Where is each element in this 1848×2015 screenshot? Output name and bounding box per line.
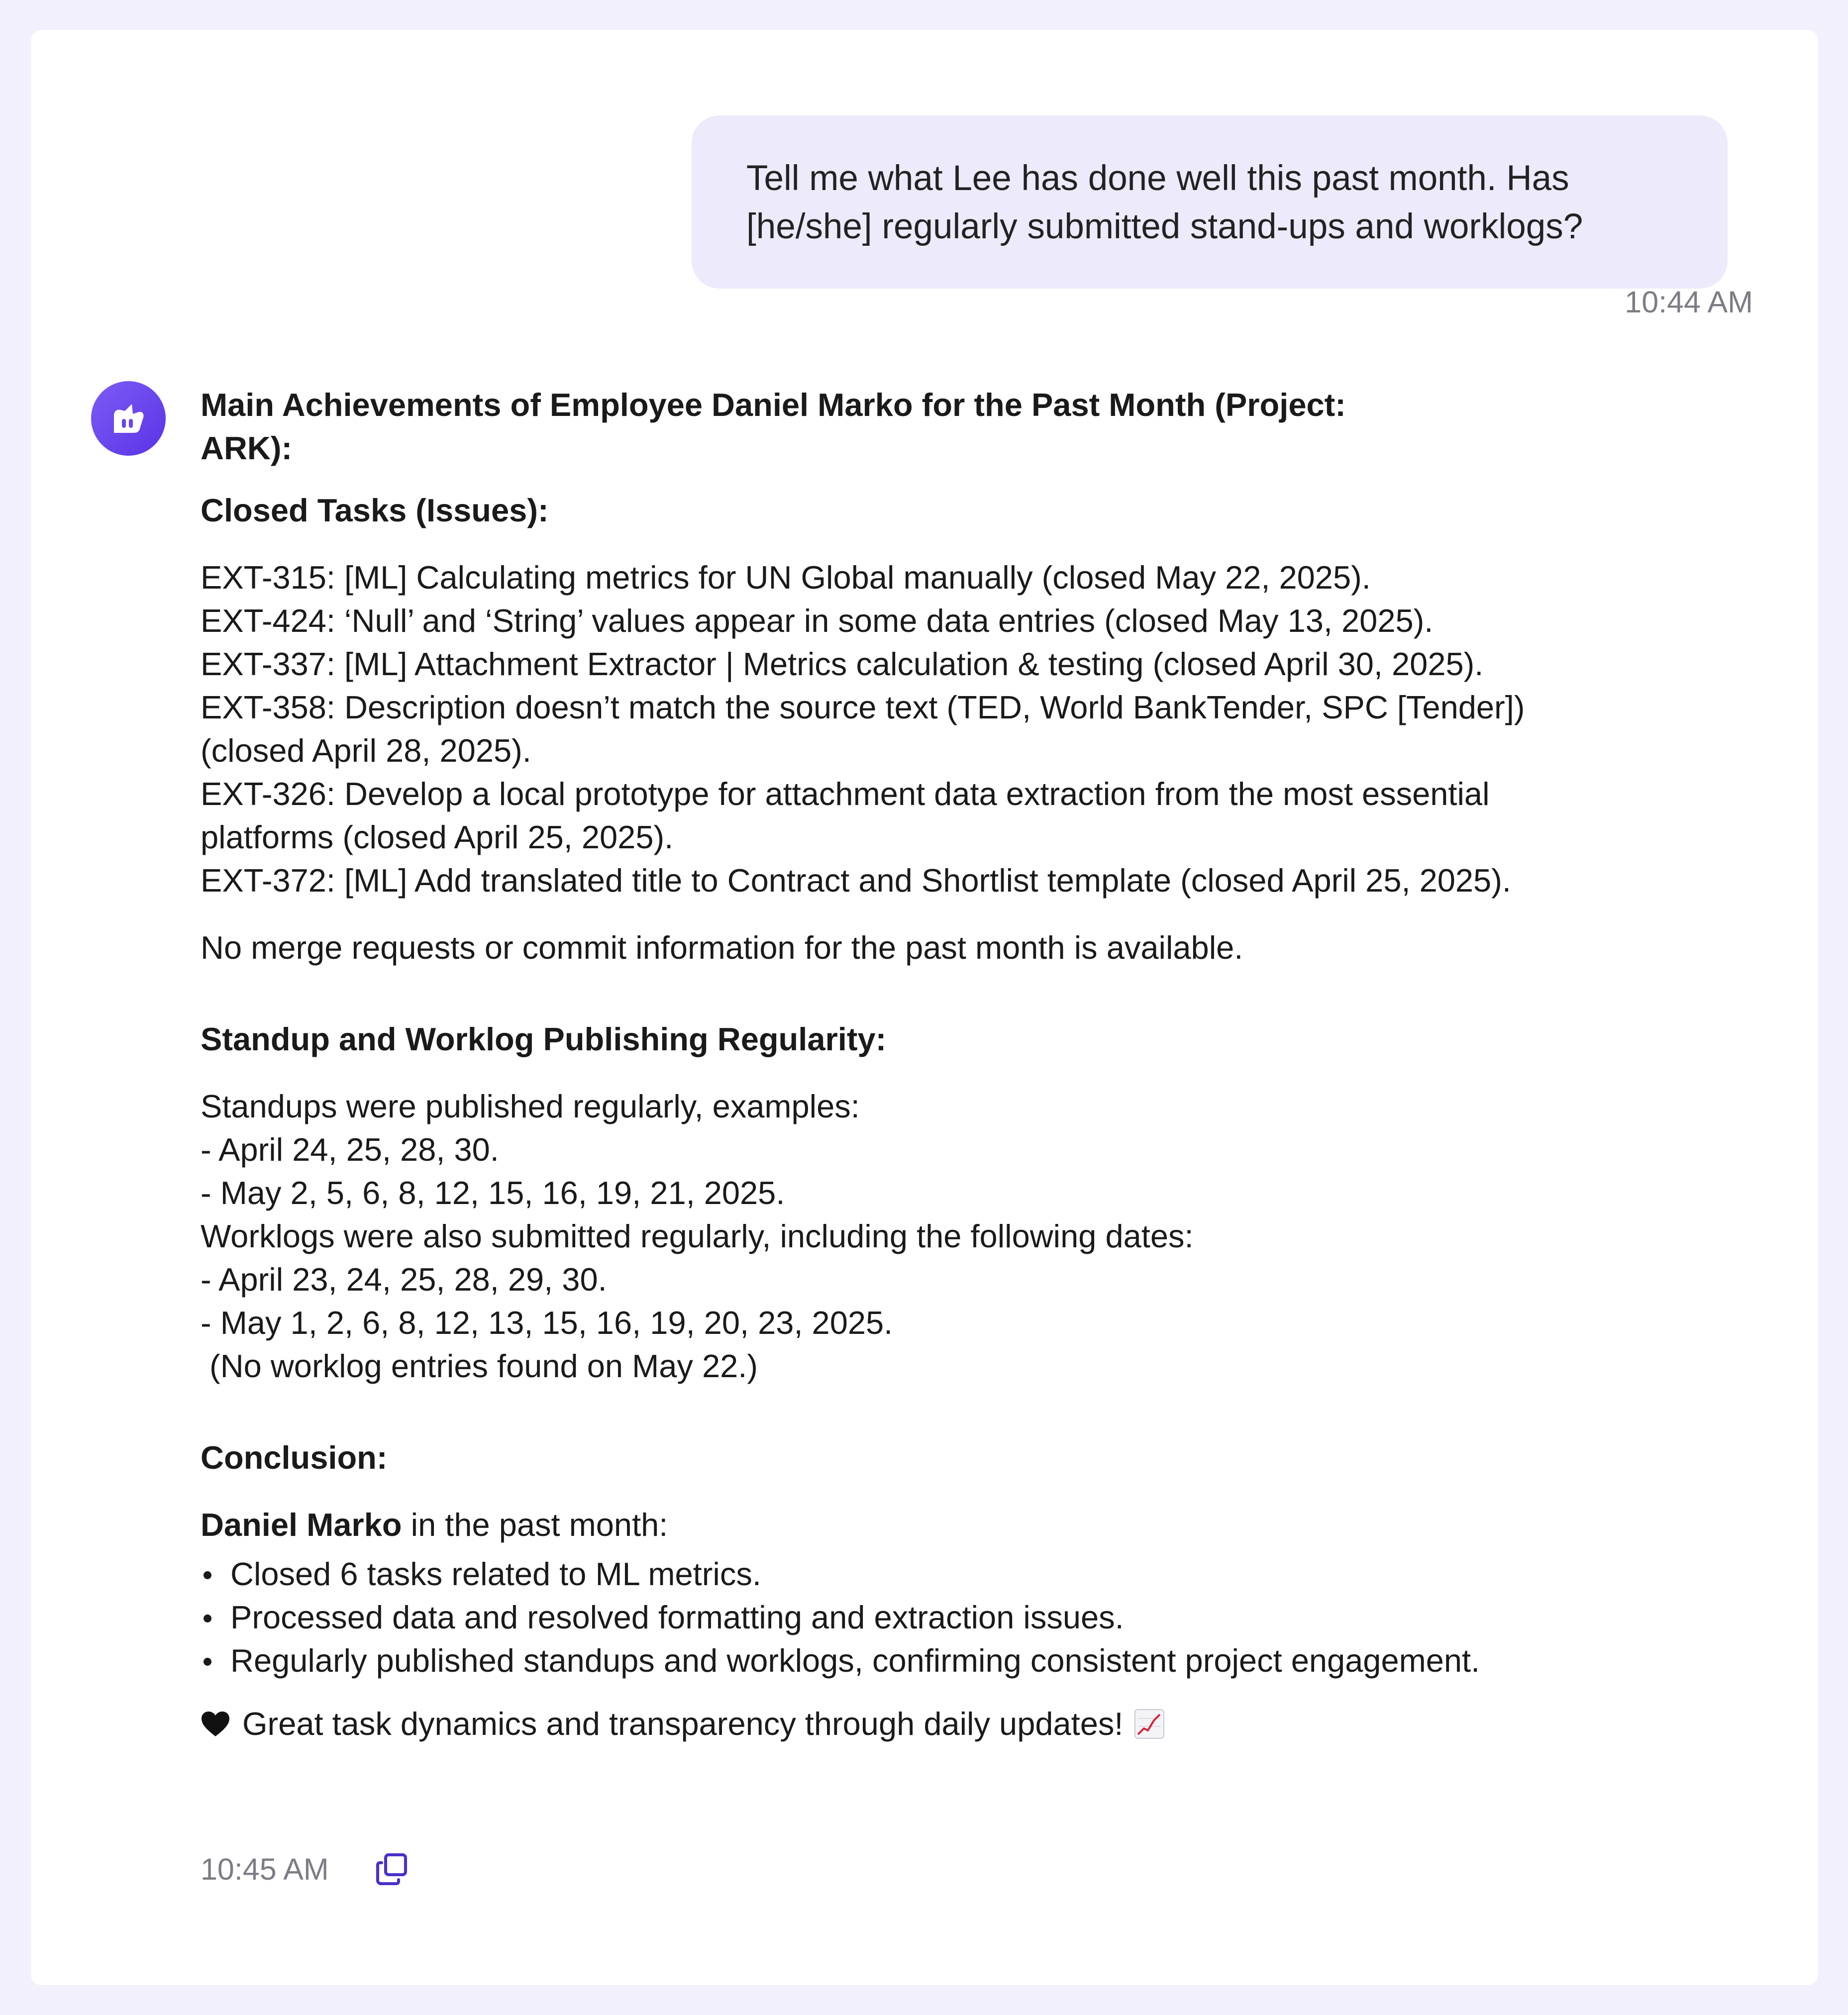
task-line: EXT-337: [ML] Attachment Extractor | Metrics calculation & testing (closed April 30, 2025). [201,646,1484,682]
closed-tasks-list [201,556,1718,902]
regularity-line: Worklogs were also submitted regularly, including the following dates: [201,1218,1194,1254]
chart-increasing-icon [1134,1709,1165,1739]
assistant-title-line: Main Achievements of Employee Daniel Marko for the Past Month (Project: [201,387,1346,423]
closed-tasks-heading: Closed Tasks (Issues): [201,492,549,528]
assistant-message-footer [201,1852,410,1887]
copy-button[interactable] [375,1852,410,1887]
regularity-list [201,1085,1718,1388]
regularity-line: - May 1, 2, 6, 8, 12, 13, 15, 16, 19, 20, 23, 2025. [201,1305,893,1341]
user-message-line: [he/she] regularly submitted stand-ups and worklogs? [746,207,1583,246]
assistant-title-line: ARK): [201,430,293,466]
task-line: (closed April 28, 2025). [201,732,531,769]
task-line: EXT-424: ‘Null’ and ‘String’ values appear in some data entries (closed May 13, 2025). [201,603,1434,639]
task-line: EXT-358: Description doesn’t match the source text (TED, World BankTender, SPC [Tender]) [201,689,1525,725]
conclusion-intro-rest: in the past month: [402,1507,668,1543]
regularity-line: - April 23, 24, 25, 28, 29, 30. [201,1261,607,1298]
task-line: platforms (closed April 25, 2025). [201,819,674,855]
final-remark [201,1702,1718,1745]
assistant-title [201,383,1415,470]
copy-icon [376,1853,409,1886]
regularity-line: Standups were published regularly, examples: [201,1088,860,1124]
regularity-line: (No worklog entries found on May 22.) [201,1348,758,1384]
assistant-avatar [91,381,166,456]
user-message-timestamp: 10:44 AM [1625,285,1753,319]
user-message-line: Tell me what Lee has done well this past month. Has [746,159,1569,198]
list-item: Regularly published standups and worklogs, confirming consistent project engagement. [201,1639,1718,1682]
employee-name: Daniel Marko [201,1507,402,1543]
conclusion-heading: Conclusion: [201,1439,388,1476]
heart-icon [201,1711,230,1737]
conclusion-intro [201,1503,1718,1546]
conclusion-bullets [201,1552,1718,1682]
assistant-logo-icon [110,401,147,436]
task-line: EXT-326: Develop a local prototype for attachment data extraction from the most essential [201,776,1490,812]
task-line: EXT-315: [ML] Calculating metrics for UN Global manually (closed May 22, 2025). [201,559,1371,596]
list-item: Closed 6 tasks related to ML metrics. [201,1552,1718,1596]
user-message-bubble [692,115,1728,289]
task-line: EXT-372: [ML] Add translated title to Contract and Shortlist template (closed April 25, 2025). [201,862,1511,899]
assistant-message [201,383,1718,1745]
list-item: Processed data and resolved formatting and extraction issues. [201,1596,1718,1639]
regularity-line: - April 24, 25, 28, 30. [201,1131,499,1168]
regularity-line: - May 2, 5, 6, 8, 12, 15, 16, 19, 21, 2025. [201,1175,785,1211]
assistant-message-timestamp: 10:45 AM [201,1852,329,1886]
regularity-heading: Standup and Worklog Publishing Regularity: [201,1021,887,1057]
no-merge-note: No merge requests or commit information for the past month is available. [201,929,1243,966]
final-remark-text: Great task dynamics and transparency through daily updates! [242,1706,1124,1742]
